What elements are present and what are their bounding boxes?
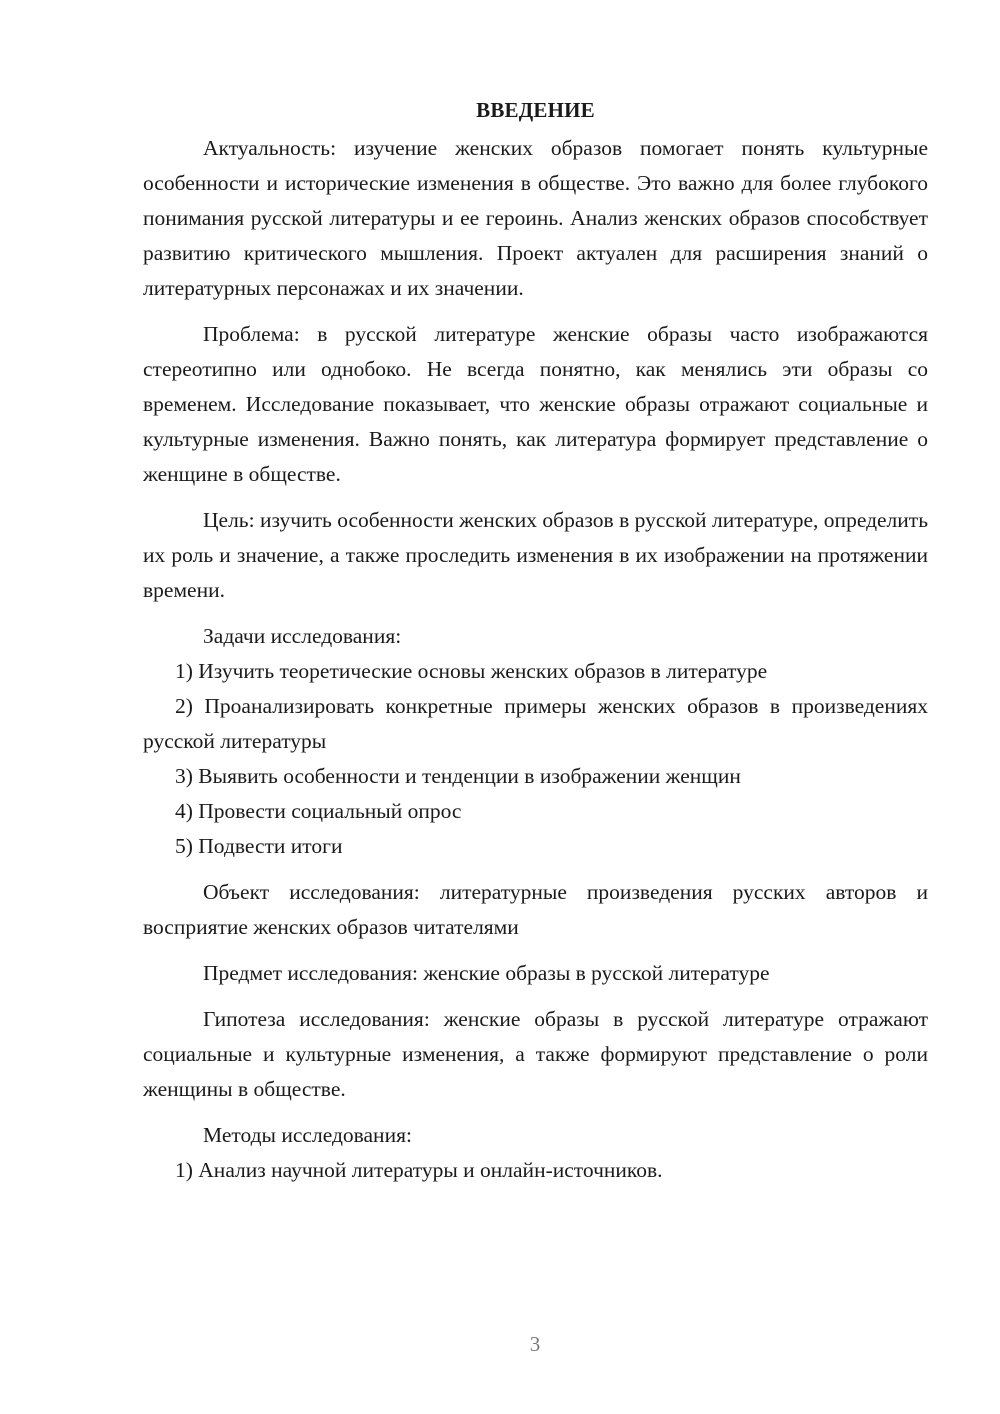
object-paragraph: Объект исследования: литературные произведения русских авторов и восприятие женских образов читателями (143, 880, 928, 939)
task-item-1: 1) Изучить теоретические основы женских образов в литературе (175, 659, 768, 683)
task-item-3: 3) Выявить особенности и тенденции в изображении женщин (175, 764, 741, 788)
page-number: 3 (529, 1332, 541, 1356)
relevance-paragraph: Актуальность: изучение женских образов помогает понять культурные особенности и исторические изменения в обществе. Это важно для более глубокого понимания русской литературы и ее героинь. Анализ женских образов способствует развитию критического мышления. Проект актуален для расширения знаний о литературных персонажах и их значении. (143, 136, 928, 300)
methods-heading: Методы исследования: (203, 1123, 412, 1147)
document-page (143, 92, 928, 1188)
goal-paragraph: Цель: изучить особенности женских образов в русской литературе, определить их роль и значение, а также проследить изменения в их изображении на протяжении времени. (143, 508, 928, 602)
tasks-heading: Задачи исследования: (203, 624, 402, 648)
problem-paragraph: Проблема: в русской литературе женские образы часто изображаются стереотипно или однобоко. Не всегда понятно, как менялись эти образы со временем. Исследование показывает, что женские образы отражают социальные и культурные изменения. Важно понять, как литература формирует представление о женщине в обществе. (143, 322, 928, 486)
task-item-2: 2) Проанализировать конкретные примеры женских образов в произведениях русской литературы (143, 694, 928, 753)
hypothesis-paragraph: Гипотеза исследования: женские образы в русской литературе отражают социальные и культурные изменения, а также формируют представление о роли женщины в обществе. (143, 1007, 928, 1101)
task-item-4: 4) Провести социальный опрос (175, 799, 462, 823)
task-item-5: 5) Подвести итоги (175, 834, 343, 858)
method-item-1: 1) Анализ научной литературы и онлайн-источников. (175, 1158, 663, 1182)
document-title: ВВЕДЕНИЕ (476, 98, 595, 122)
subject-paragraph: Предмет исследования: женские образы в русской литературе (203, 961, 770, 985)
